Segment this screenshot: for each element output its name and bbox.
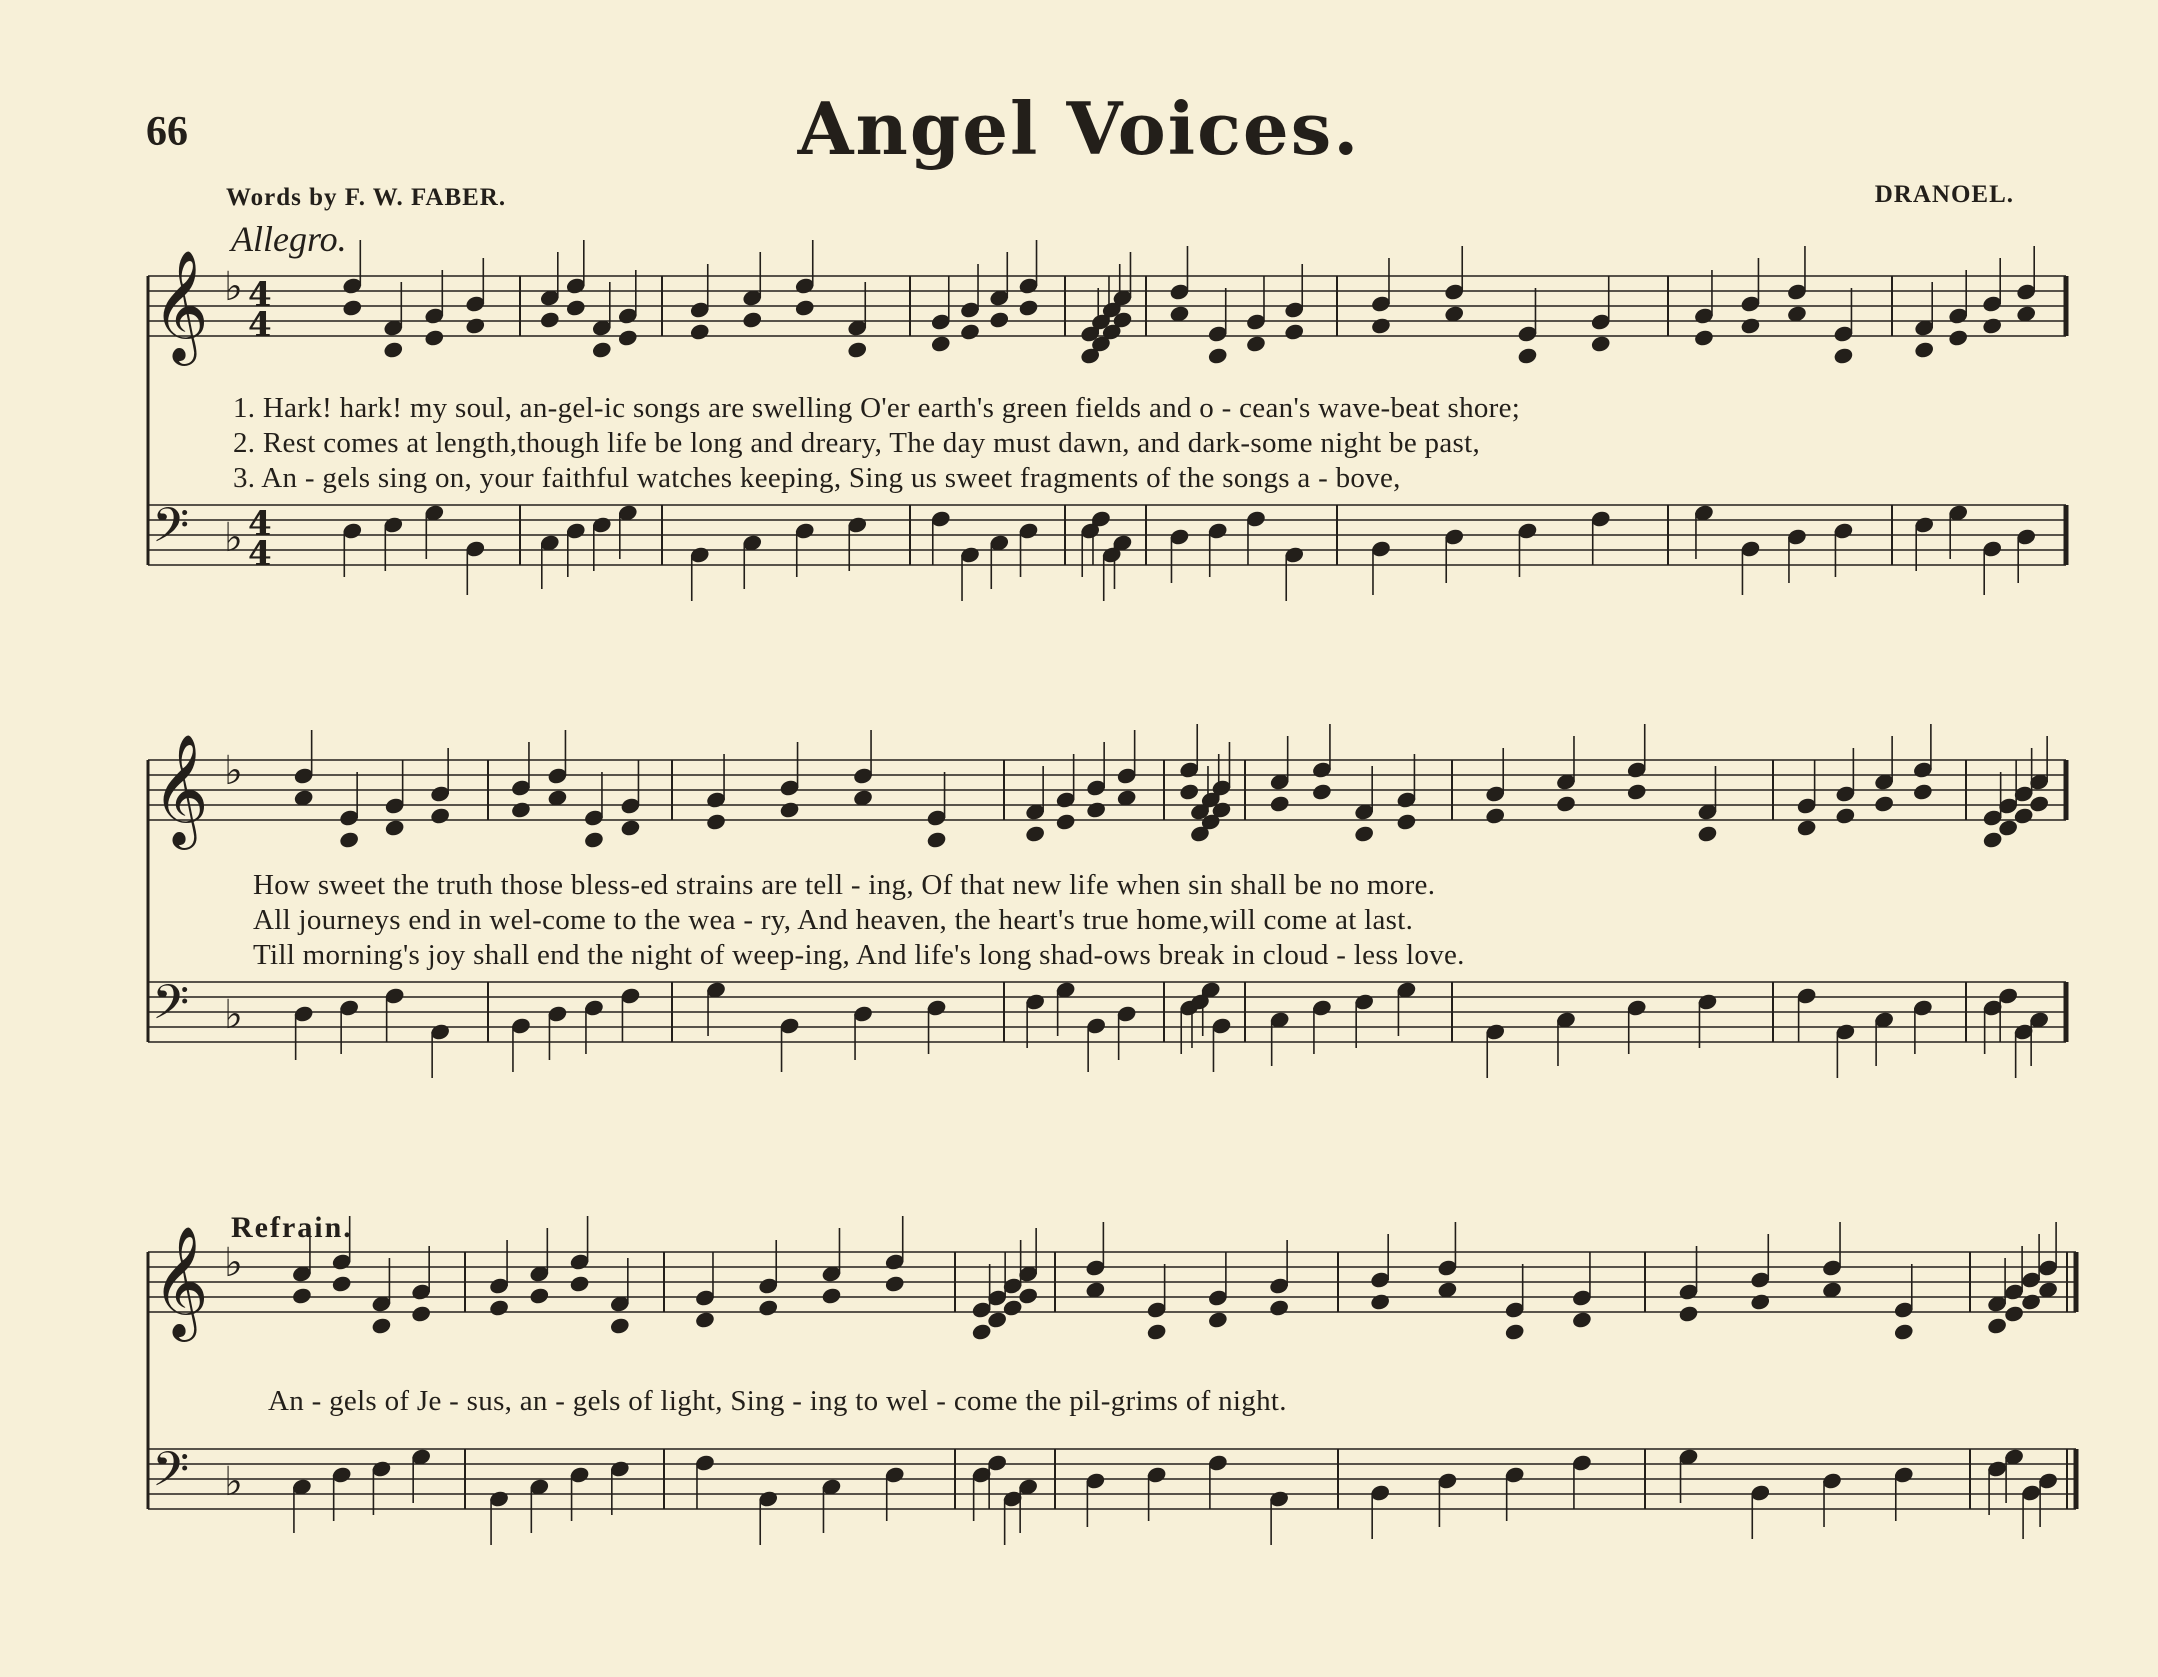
alto-note-head bbox=[1207, 346, 1229, 365]
alto-note-head bbox=[1269, 794, 1291, 813]
time-signature-numerator: 4 bbox=[248, 275, 272, 315]
key-signature-flat-icon: ♭ bbox=[224, 264, 243, 310]
alto-note-head bbox=[821, 1286, 843, 1305]
alto-note-head bbox=[1749, 1292, 1771, 1311]
alto-note-head bbox=[1740, 316, 1762, 335]
alto-note-head bbox=[1693, 328, 1715, 347]
key-signature-flat-icon: ♭ bbox=[224, 515, 243, 561]
author-credit: Words by F. W. FABER. bbox=[226, 184, 507, 211]
alto-note-head bbox=[1912, 782, 1934, 801]
alto-note-head bbox=[1873, 794, 1895, 813]
alto-note-head bbox=[1893, 1322, 1915, 1341]
stanza2-line3-lyric: Till morning's joy shall end the night of weep-ing, And life's long shad-ows break in cloud - less love. bbox=[253, 939, 1465, 971]
alto-note-head bbox=[1517, 346, 1539, 365]
alto-note-head bbox=[464, 316, 486, 335]
alto-note-head bbox=[2020, 1292, 2042, 1311]
key-signature-flat-icon: ♭ bbox=[224, 992, 243, 1038]
alto-note-head bbox=[757, 1298, 779, 1317]
alto-note-head bbox=[1835, 806, 1857, 825]
bass-clef-icon: 𝄢 bbox=[152, 497, 190, 565]
alto-note-head bbox=[591, 340, 613, 359]
alto-note-head bbox=[1997, 818, 2019, 837]
alto-note-head bbox=[1024, 824, 1046, 843]
alto-note-head bbox=[988, 310, 1010, 329]
alto-note-head bbox=[539, 310, 561, 329]
alto-note-head bbox=[1146, 1322, 1168, 1341]
alto-note-head bbox=[1283, 322, 1305, 341]
alto-note-head bbox=[741, 310, 763, 329]
alto-note-head bbox=[694, 1310, 716, 1329]
alto-note-head bbox=[1986, 1316, 2008, 1335]
alto-note-head bbox=[1055, 812, 1077, 831]
stanza2-line2-lyric: All journeys end in wel-come to the wea - ry, And heaven, the heart's true home,will come at last. bbox=[253, 904, 1414, 936]
time-signature-denominator: 4 bbox=[248, 305, 272, 345]
stanza1-line2-lyric: 2. Rest comes at length,though life be long and dreary, The day must dawn, and dark-some night be past, bbox=[233, 427, 1481, 459]
alto-note-head bbox=[986, 1310, 1008, 1329]
alto-note-head bbox=[779, 800, 801, 819]
alto-note-head bbox=[1981, 316, 2003, 335]
alto-note-head bbox=[429, 806, 451, 825]
alto-note-head bbox=[1982, 830, 2004, 849]
alto-note-head bbox=[705, 812, 727, 831]
alto-note-head bbox=[565, 298, 587, 317]
stanza1-line1-lyric: 1. Hark! hark! my soul, an-gel-ic songs are swelling O'er earth's green fields and o - cean's wave-beat shore; bbox=[233, 392, 1521, 424]
time-signature-numerator: 4 bbox=[248, 504, 272, 544]
alto-note-head bbox=[1245, 334, 1267, 353]
alto-note-head bbox=[1268, 1298, 1290, 1317]
key-signature-flat-icon: ♭ bbox=[224, 748, 243, 794]
alto-note-head bbox=[2013, 806, 2035, 825]
alto-note-head bbox=[1370, 316, 1392, 335]
alto-note-head bbox=[794, 298, 816, 317]
tempo-marking: Allegro. bbox=[231, 219, 347, 259]
alto-note-head bbox=[959, 322, 981, 341]
alto-note-head bbox=[423, 328, 445, 347]
hymn-title: Angel Voices. bbox=[797, 86, 1361, 171]
alto-note-head bbox=[384, 818, 406, 837]
alto-note-head bbox=[609, 1316, 631, 1335]
key-signature-flat-icon: ♭ bbox=[224, 1459, 243, 1505]
alto-note-head bbox=[846, 340, 868, 359]
alto-note-head bbox=[1697, 824, 1719, 843]
refrain-label: Refrain. bbox=[231, 1211, 353, 1244]
alto-note-head bbox=[971, 1322, 993, 1341]
key-signature-flat-icon: ♭ bbox=[224, 1240, 243, 1286]
alto-note-head bbox=[1311, 782, 1333, 801]
alto-note-head bbox=[1002, 1298, 1024, 1317]
alto-note-head bbox=[371, 1316, 393, 1335]
refrain-lyric: An - gels of Je - sus, an - gels of light, Sing - ing to wel - come the pil-grims of night. bbox=[268, 1385, 1287, 1417]
alto-note-head bbox=[1369, 1292, 1391, 1311]
alto-note-head bbox=[926, 830, 948, 849]
alto-note-head bbox=[2003, 1304, 2025, 1323]
treble-clef-icon: 𝄞 bbox=[152, 733, 209, 845]
alto-note-head bbox=[1796, 818, 1818, 837]
alto-note-head bbox=[410, 1304, 432, 1323]
stanza2-line1-lyric: How sweet the truth those bless-ed strains are tell - ing, Of that new life when sin shall be no more. bbox=[253, 869, 1436, 901]
alto-note-head bbox=[338, 830, 360, 849]
alto-note-head bbox=[510, 800, 532, 819]
alto-note-head bbox=[620, 818, 642, 837]
alto-note-head bbox=[583, 830, 605, 849]
stanza1-line3-lyric: 3. An - gels sing on, your faithful watches keeping, Sing us sweet fragments of the songs a - bove, bbox=[233, 462, 1401, 494]
alto-note-head bbox=[569, 1274, 591, 1293]
alto-note-head bbox=[382, 340, 404, 359]
alto-note-head bbox=[1504, 1322, 1526, 1341]
alto-note-head bbox=[1913, 340, 1935, 359]
alto-note-head bbox=[341, 298, 363, 317]
alto-note-head bbox=[528, 1286, 550, 1305]
alto-note-head bbox=[1018, 298, 1040, 317]
alto-note-head bbox=[488, 1298, 510, 1317]
alto-note-head bbox=[930, 334, 952, 353]
alto-note-head bbox=[1626, 782, 1648, 801]
alto-note-head bbox=[1085, 800, 1107, 819]
time-signature-denominator: 4 bbox=[248, 534, 272, 574]
alto-note-head bbox=[1396, 812, 1418, 831]
treble-clef-icon: 𝄞 bbox=[152, 1225, 209, 1337]
alto-note-head bbox=[1017, 1286, 1039, 1305]
alto-note-head bbox=[1678, 1304, 1700, 1323]
bass-clef-icon: 𝄢 bbox=[152, 1441, 190, 1509]
alto-note-head bbox=[331, 1274, 353, 1293]
alto-note-head bbox=[1178, 782, 1200, 801]
alto-note-head bbox=[1555, 794, 1577, 813]
alto-note-head bbox=[2028, 794, 2050, 813]
alto-note-head bbox=[1571, 1310, 1593, 1329]
treble-clef-icon: 𝄞 bbox=[152, 249, 209, 361]
page-number: 66 bbox=[146, 109, 188, 155]
tune-name: DRANOEL. bbox=[1874, 181, 2014, 208]
alto-note-head bbox=[617, 328, 639, 347]
alto-note-head bbox=[291, 1286, 313, 1305]
alto-note-head bbox=[1947, 328, 1969, 347]
alto-note-head bbox=[1833, 346, 1855, 365]
alto-note-head bbox=[1353, 824, 1375, 843]
alto-note-head bbox=[1484, 806, 1506, 825]
alto-note-head bbox=[1590, 334, 1612, 353]
bass-clef-icon: 𝄢 bbox=[152, 974, 190, 1042]
alto-note-head bbox=[1207, 1310, 1229, 1329]
alto-note-head bbox=[884, 1274, 906, 1293]
alto-note-head bbox=[689, 322, 711, 341]
